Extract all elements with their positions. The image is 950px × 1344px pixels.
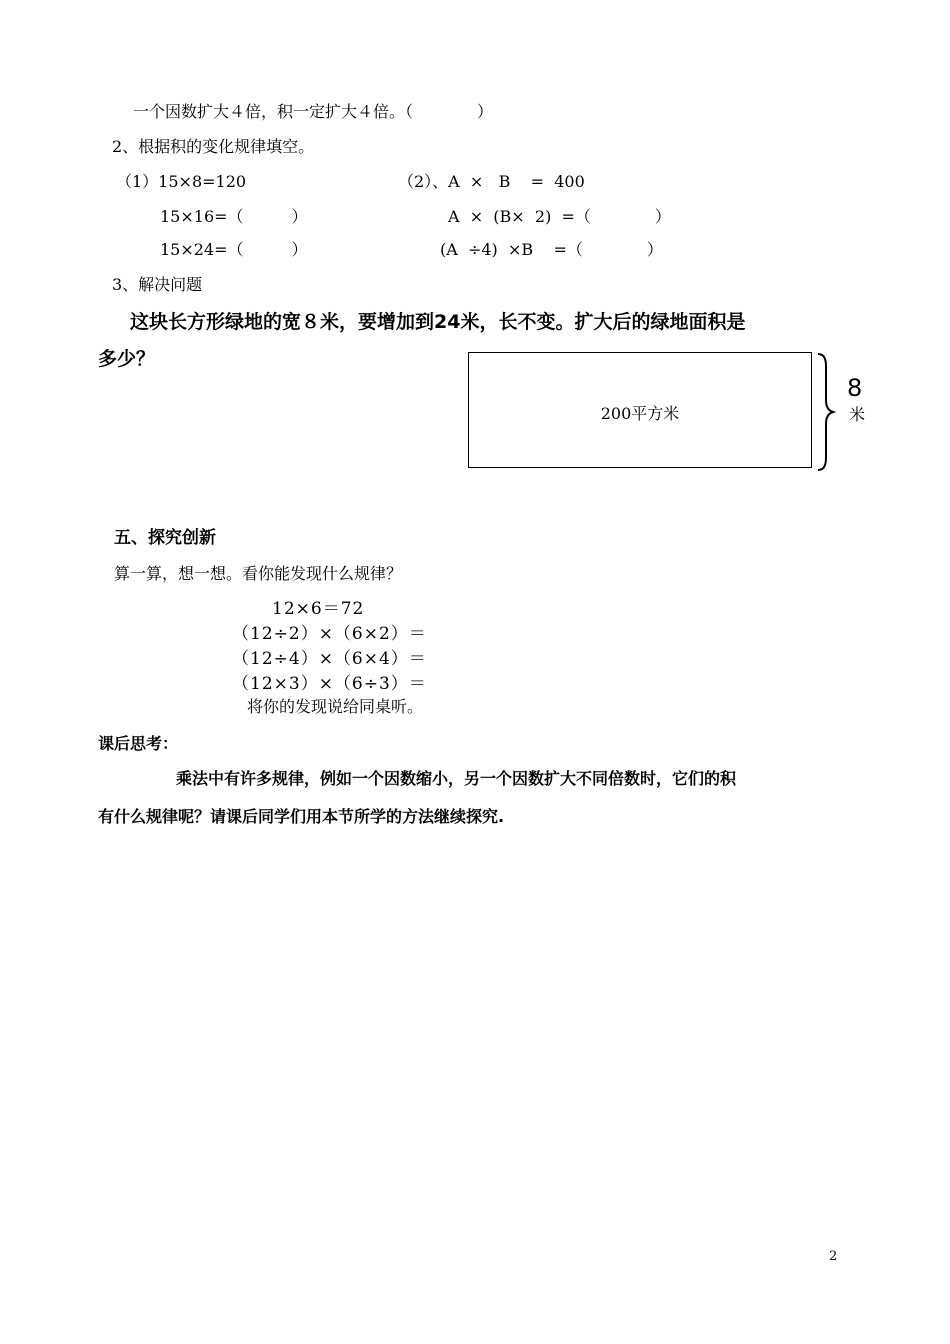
width-value: 8 — [847, 374, 863, 402]
problem-line-1: 这块长方形绿地的宽８米，要增加到24米，长不变。扩大后的绿地面积是 — [130, 311, 746, 333]
area-label: 200平方米 — [600, 404, 680, 423]
after-class-line-1: 乘法中有许多规律，例如一个因数缩小，另一个因数扩大不同倍数时，它们的积 — [176, 769, 737, 788]
after-class-heading: 课后思考： — [98, 734, 179, 753]
after-class-line-2: 有什么规律呢？请课后同学们用本节所学的方法继续探究. — [98, 807, 505, 826]
width-brace — [814, 352, 836, 472]
section-5-heading: 五、探究创新 — [114, 528, 216, 548]
equation-4: （12×3）×（6÷3）＝ — [232, 674, 427, 694]
statement-line: 一个因数扩大４倍，积一定扩大４倍。（ ） — [133, 102, 494, 121]
problem-line-2: 多少？ — [98, 348, 156, 370]
question-2-title: 2、根据积的变化规律填空。 — [112, 137, 315, 156]
q2-right-3: (A ÷4) ×B =（ ） — [440, 240, 663, 259]
q2-left-2: 15×16=（ ） — [160, 207, 308, 226]
q2-left-3: 15×24=（ ） — [160, 240, 308, 259]
q2-left-1: （1）15×8=120 — [116, 172, 247, 191]
green-field-rectangle — [468, 352, 812, 468]
share-instruction: 将你的发现说给同桌听。 — [247, 697, 424, 716]
equation-2: （12÷2）×（6×2）＝ — [232, 624, 427, 644]
equation-3: （12÷4）×（6×4）＝ — [232, 649, 427, 669]
q2-right-2: A × (B× 2) =（ ） — [448, 207, 671, 226]
equation-1: 12×6＝72 — [272, 599, 365, 619]
width-unit: 米 — [849, 405, 866, 424]
section-5-prompt: 算一算，想一想。看你能发现什么规律？ — [114, 564, 403, 583]
question-3-title: 3、解决问题 — [112, 275, 203, 294]
q2-right-1: （2）、A × B = 400 — [398, 172, 585, 191]
page-number: 2 — [829, 1249, 838, 1264]
